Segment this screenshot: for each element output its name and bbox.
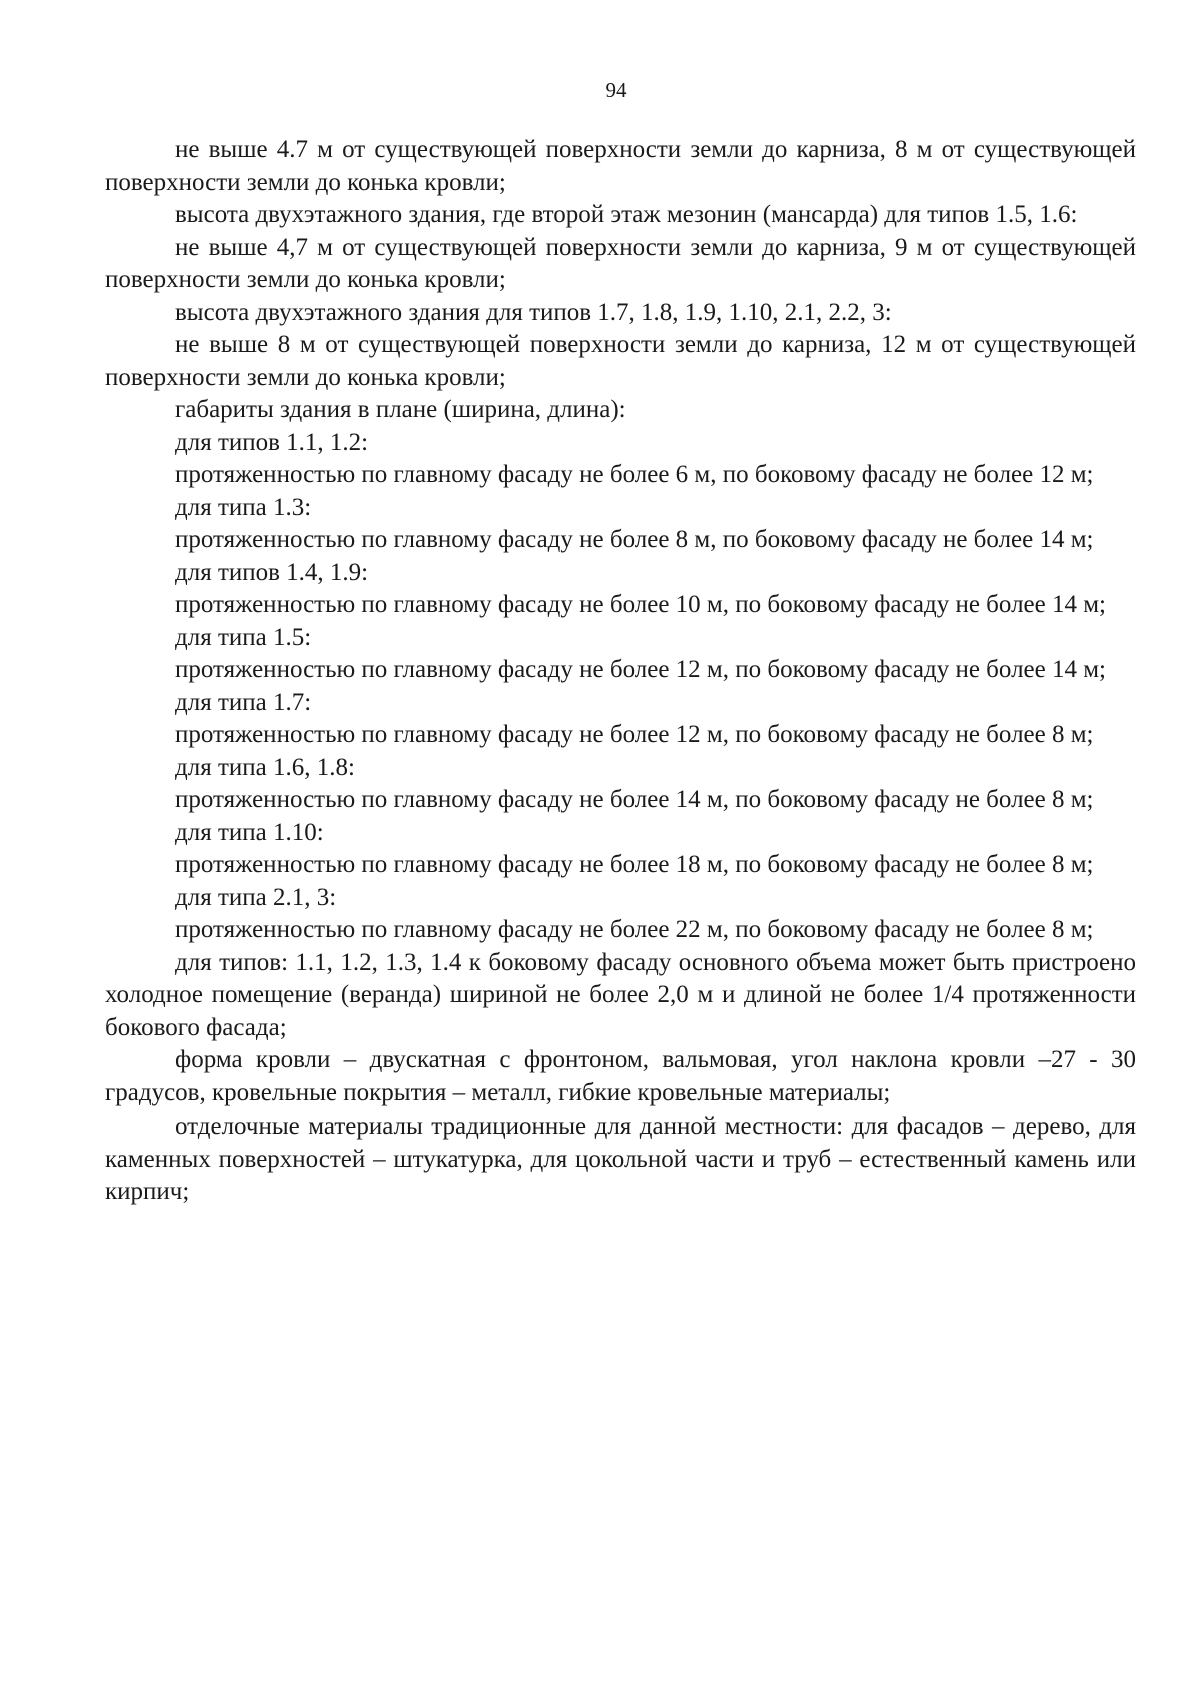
paragraph: не выше 4,7 м от существующей поверхности земли до карниза, 9 м от существующей поверхности земли до конька кровли; [105, 233, 1136, 293]
paragraph: форма кровли – двускатная с фронтоном, вальмовая, угол наклона кровли –27 - 30 градусов, кровельные покрытия – металл, гибкие кровельные материалы; [105, 1046, 1136, 1106]
paragraph: для типа 1.10: [175, 818, 324, 846]
paragraph: для типов 1.4, 1.9: [175, 558, 369, 586]
paragraph: не выше 4.7 м от существующей поверхности земли до карниза, 8 м от существующей поверхности земли до конька кровли; [105, 136, 1136, 196]
paragraph: протяженностью по главному фасаду не более 18 м, по боковому фасаду не более 8 м; [175, 851, 1094, 878]
paragraph: высота двухэтажного здания, где второй этаж мезонин (мансарда) для типов 1.5, 1.6: [175, 201, 1078, 228]
paragraph: для типов 1.1, 1.2: [175, 428, 369, 456]
paragraph: для типов: 1.1, 1.2, 1.3, 1.4 к боковому фасаду основного объема может быть пристроено холодное помещение (веранда) шириной не более 2,0 м и длиной не более 1/4 протяженности бокового фасада; [105, 948, 1136, 1041]
paragraph: протяженностью по главному фасаду не более 12 м, по боковому фасаду не более 14 м; [175, 656, 1107, 683]
paragraph: для типа 2.1, 3: [175, 883, 337, 911]
paragraph: для типа 1.6, 1.8: [175, 753, 355, 781]
paragraph: протяженностью по главному фасаду не более 12 м, по боковому фасаду не более 8 м; [175, 721, 1094, 748]
paragraph: габариты здания в плане (ширина, длина): [175, 396, 626, 423]
paragraph: протяженностью по главному фасаду не более 8 м, по боковому фасаду не более 14 м; [175, 526, 1094, 553]
page-number: 94 [605, 78, 627, 102]
paragraph: протяженностью по главному фасаду не более 14 м, по боковому фасаду не более 8 м; [175, 786, 1094, 813]
paragraph: для типа 1.5: [175, 623, 312, 651]
paragraph: отделочные материалы традиционные для данной местности: для фасадов – дерево, для каменных поверхностей – штукатурка, для цокольной части и труб – естественный камень или кирпич; [105, 1113, 1136, 1205]
body-text [105, 134, 1136, 1209]
paragraph: для типа 1.3: [175, 493, 312, 521]
paragraph: протяженностью по главному фасаду не более 10 м, по боковому фасаду не более 14 м; [175, 591, 1107, 618]
paragraph: для типа 1.7: [175, 688, 312, 716]
paragraph: высота двухэтажного здания для типов 1.7, 1.8, 1.9, 1.10, 2.1, 2.2, 3: [175, 298, 892, 326]
paragraph: не выше 8 м от существующей поверхности земли до карниза, 12 м от существующей поверхности земли до конька кровли; [105, 331, 1136, 391]
paragraph: протяженностью по главному фасаду не более 6 м, по боковому фасаду не более 12 м; [175, 461, 1094, 488]
paragraph: протяженностью по главному фасаду не более 22 м, по боковому фасаду не более 8 м; [175, 916, 1094, 943]
